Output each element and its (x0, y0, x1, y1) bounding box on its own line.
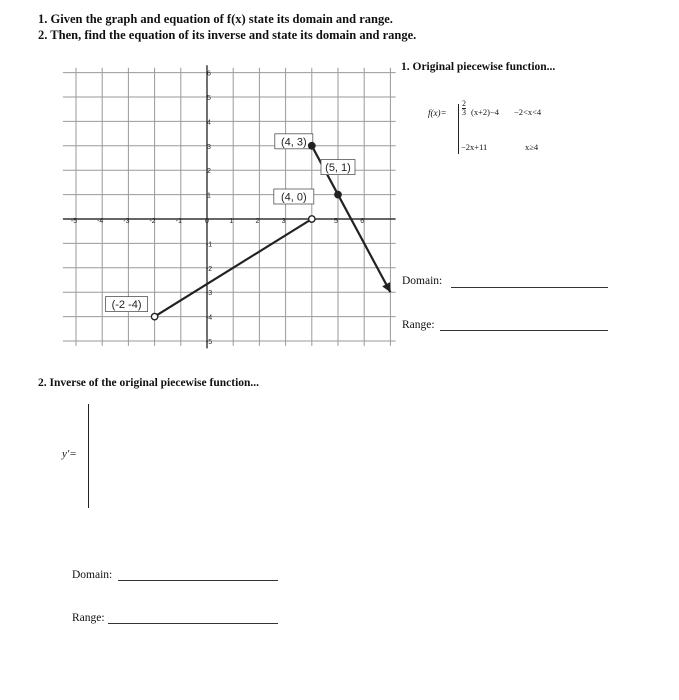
point-label: (-2 -4) (111, 299, 142, 312)
y-tick-label: 3 (207, 143, 211, 151)
x-tick-label: -5 (70, 218, 78, 225)
piece2-condition: x≥4 (525, 142, 539, 152)
closed-point (335, 191, 341, 197)
piecewise-function (428, 99, 628, 164)
point-label: (5, 1) (325, 162, 351, 175)
original-range-label: Range: (402, 319, 435, 331)
open-point (309, 216, 315, 222)
original-title: 1. Original piecewise function... (401, 61, 556, 73)
y-tick-label: 2 (207, 168, 211, 176)
original-domain-answer-line[interactable] (451, 287, 608, 288)
y-tick-label: 1 (207, 192, 211, 200)
piece1-expression: (x+2)−4 (471, 107, 499, 117)
point-label: (4, 0) (280, 191, 307, 204)
inverse-y-label: y'= (62, 448, 77, 460)
piece2-expression: −2x+11 (461, 142, 488, 152)
y-tick-label: -4 (205, 314, 213, 322)
y-tick-label: -1 (205, 241, 213, 249)
x-tick-label: 1 (229, 218, 234, 225)
x-tick-label: 0 (205, 218, 209, 225)
fraction-denominator: 3 (462, 108, 466, 117)
x-tick-label: -3 (123, 218, 130, 225)
piecewise-brace (458, 104, 459, 154)
original-domain-label: Domain: (402, 275, 443, 287)
inverse-brace (88, 404, 89, 508)
fraction-two-thirds (462, 100, 466, 117)
x-tick-label: -1 (175, 218, 182, 225)
y-tick-label: -5 (205, 339, 213, 346)
open-point (151, 313, 157, 319)
y-tick-label: -2 (205, 265, 213, 273)
point-label: (4, 3) (280, 136, 307, 149)
piece1-condition: −2<x<4 (514, 107, 542, 117)
fx-label: f(x)= (428, 108, 447, 118)
inverse-domain-label: Domain: (72, 569, 113, 581)
x-tick-label: 2 (255, 218, 260, 225)
y-tick-label: 5 (207, 95, 211, 102)
y-tick-label: -3 (205, 290, 213, 298)
closed-point (309, 143, 315, 149)
coordinate-graph (55, 55, 400, 355)
y-tick-label: 6 (207, 70, 211, 78)
fraction-numerator: 2 (462, 99, 466, 108)
y-tick-label: 4 (207, 119, 211, 127)
x-tick-label: 5 (334, 218, 338, 225)
x-tick-label: -2 (149, 218, 156, 225)
inverse-range-answer-line[interactable] (108, 623, 278, 624)
inverse-domain-answer-line[interactable] (118, 580, 278, 581)
x-tick-label: 6 (360, 218, 365, 225)
inverse-range-label: Range: (72, 612, 105, 624)
instruction-2: 2. Then, find the equation of its inverse and state its domain and range. (38, 28, 417, 42)
original-range-answer-line[interactable] (440, 330, 608, 331)
inverse-title: 2. Inverse of the original piecewise function... (38, 377, 260, 389)
instruction-1: 1. Given the graph and equation of f(x) state its domain and range. (38, 12, 393, 26)
x-tick-label: 3 (281, 218, 286, 225)
x-tick-label: -4 (97, 218, 104, 225)
